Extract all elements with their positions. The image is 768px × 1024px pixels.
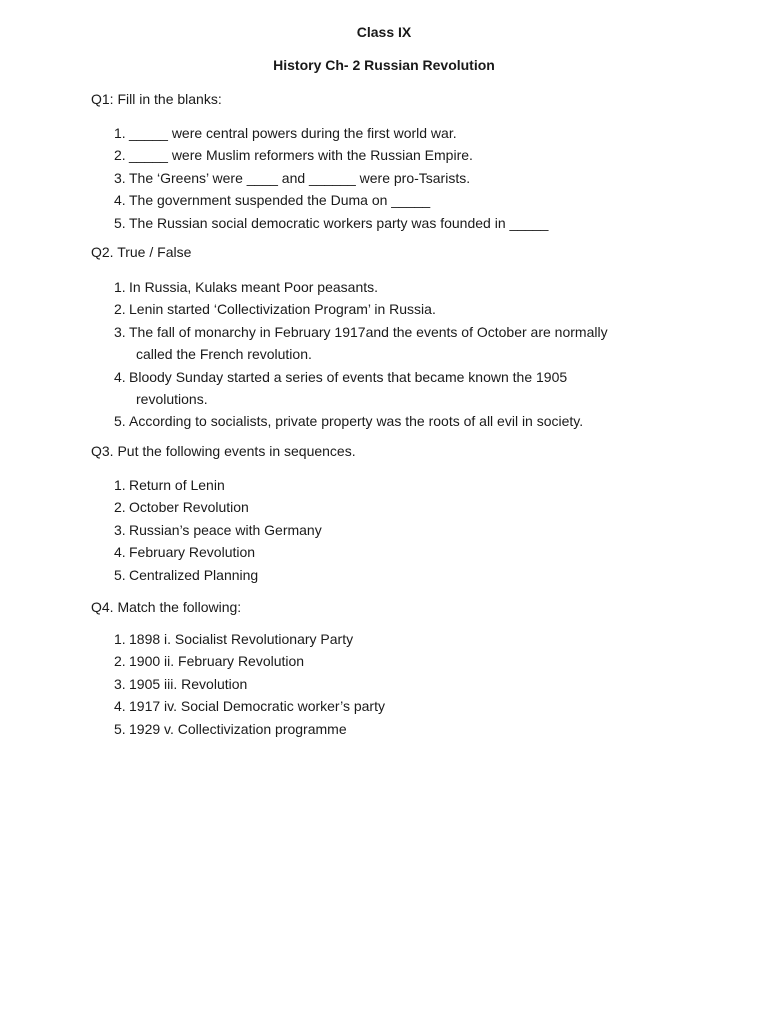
question-2-heading: Q2. True / False — [91, 244, 192, 260]
list-item — [91, 212, 708, 234]
question-3-list — [91, 474, 708, 586]
question-1-section — [91, 89, 708, 234]
subject-title: History Ch- 2 Russian Revolution — [273, 57, 495, 73]
item-number: 2. — [114, 499, 126, 516]
item-number: 5. — [114, 720, 126, 737]
list-item — [91, 122, 708, 144]
item-number: 3. — [114, 323, 126, 340]
class-title: Class IX — [356, 24, 412, 40]
item-number: 4. — [114, 698, 126, 715]
item-number: 4. — [114, 544, 126, 561]
item-text: 1900 ii. February Revolution — [129, 653, 305, 670]
item-text: _____ were central powers during the first world war. — [129, 125, 457, 141]
item-number: 3. — [114, 675, 126, 692]
list-item — [91, 718, 708, 740]
item-text: February Revolution — [129, 544, 256, 561]
list-item — [91, 366, 708, 411]
question-2-section — [91, 242, 708, 433]
list-item — [91, 695, 708, 717]
item-number: 5. — [114, 413, 126, 430]
item-text: 1917 iv. Social Democratic worker’s party — [129, 698, 385, 715]
question-3-section — [91, 441, 708, 586]
list-item — [91, 628, 708, 650]
item-number: 1. — [114, 477, 126, 493]
list-item — [91, 496, 708, 518]
item-text: Return of Lenin — [129, 477, 225, 493]
list-item — [91, 474, 708, 496]
item-text: According to socialists, private property was the roots of all evil in society. — [129, 413, 584, 430]
list-item — [91, 673, 708, 695]
item-number: 2. — [114, 301, 126, 318]
list-item — [91, 564, 708, 586]
question-4-list — [91, 628, 708, 740]
item-text: 1929 v. Collectivization programme — [129, 720, 347, 737]
item-number: 5. — [114, 214, 126, 231]
list-item — [91, 189, 708, 211]
item-text: _____ were Muslim reformers with the Russian Empire. — [129, 147, 473, 164]
item-text: Russian’s peace with Germany — [129, 521, 322, 538]
item-number: 3. — [114, 169, 126, 186]
item-number: 2. — [114, 147, 126, 164]
list-item — [91, 144, 708, 166]
item-text: The Russian social democratic workers party was founded in _____ — [129, 214, 549, 231]
list-item — [91, 321, 708, 366]
item-number: 5. — [114, 566, 126, 583]
list-item — [91, 519, 708, 541]
item-number: 1. — [114, 125, 126, 141]
item-text: The government suspended the Duma on _____ — [129, 192, 431, 209]
item-text: Lenin started ‘Collectivization Program’ in Russia. — [129, 301, 436, 318]
question-1-list — [91, 122, 708, 234]
list-item — [91, 650, 708, 672]
list-item — [91, 410, 708, 432]
item-text-continuation: revolutions. — [136, 391, 208, 408]
question-4-heading: Q4. Match the following: — [91, 599, 242, 615]
item-number: 1. — [114, 631, 126, 647]
question-3-heading: Q3. Put the following events in sequences. — [91, 443, 356, 459]
item-number: 4. — [114, 192, 126, 209]
question-1-heading: Q1: Fill in the blanks: — [91, 91, 222, 107]
question-2-list — [91, 276, 708, 433]
item-number: 2. — [114, 653, 126, 670]
item-number: 3. — [114, 521, 126, 538]
item-text: The ‘Greens’ were ____ and ______ were pro-Tsarists. — [129, 169, 471, 186]
item-text: In Russia, Kulaks meant Poor peasants. — [129, 279, 379, 295]
item-text: 1905 iii. Revolution — [129, 675, 248, 692]
item-text: Centralized Planning — [129, 566, 259, 583]
item-number: 4. — [114, 368, 126, 385]
item-text: 1898 i. Socialist Revolutionary Party — [129, 631, 354, 647]
item-text: The fall of monarchy in February 1917and the events of October are normally — [129, 323, 608, 340]
list-item — [91, 276, 708, 298]
item-text-continuation: called the French revolution. — [136, 346, 312, 363]
list-item — [91, 541, 708, 563]
list-item — [91, 167, 708, 189]
question-4-section — [91, 597, 708, 740]
list-item — [91, 298, 708, 320]
item-text: Bloody Sunday started a series of events that became known the 1905 — [129, 368, 568, 385]
item-number: 1. — [114, 279, 126, 295]
item-text: October Revolution — [129, 499, 249, 516]
